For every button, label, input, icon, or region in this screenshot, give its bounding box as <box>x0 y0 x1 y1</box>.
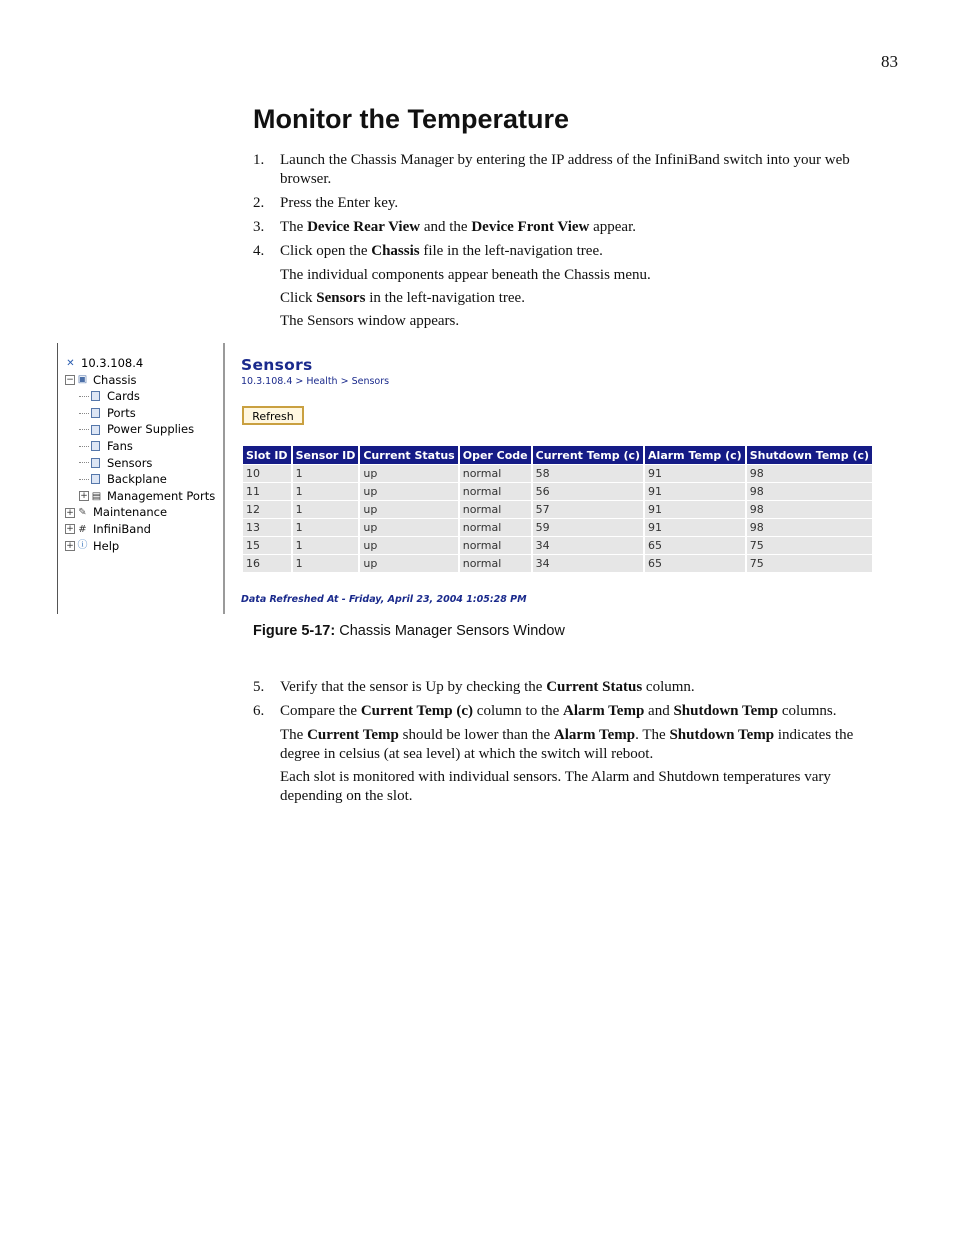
page-number: 83 <box>881 52 898 71</box>
table-cell: 34 <box>533 537 643 554</box>
table-row <box>243 555 872 572</box>
step-4-note-2: Click Sensors in the left-navigation tree. <box>280 290 525 306</box>
document-icon <box>91 425 100 435</box>
table-cell: 1 <box>293 501 359 518</box>
document-icon <box>91 391 100 401</box>
table-cell: 75 <box>747 537 872 554</box>
table-cell: 91 <box>645 519 745 536</box>
navigation-tree <box>65 355 215 554</box>
expand-icon[interactable]: + <box>66 507 74 518</box>
table-row <box>243 537 872 554</box>
table-cell: 11 <box>243 483 291 500</box>
table-cell: normal <box>460 519 531 536</box>
expand-icon[interactable]: + <box>66 524 74 535</box>
tree-item-sensors[interactable]: Sensors <box>65 455 215 472</box>
document-icon <box>91 474 100 484</box>
table-cell: normal <box>460 465 531 482</box>
table-cell: normal <box>460 537 531 554</box>
table-cell: up <box>360 501 457 518</box>
column-header[interactable]: Shutdown Temp (c) <box>747 446 872 464</box>
table-cell: up <box>360 483 457 500</box>
table-cell: 1 <box>293 465 359 482</box>
wrench-icon: ✎ <box>78 507 87 519</box>
breadcrumb[interactable]: 10.3.108.4 > Health > Sensors <box>241 376 390 387</box>
table-cell: up <box>360 465 457 482</box>
table-row <box>243 501 872 518</box>
sensors-table <box>241 445 874 573</box>
step-6-note-2: Each slot is monitored with individual sensors. The Alarm and Shutdown temperatures vary depending on the slot. <box>280 769 831 804</box>
table-cell: up <box>360 519 457 536</box>
tree-item-fans[interactable]: Fans <box>65 438 215 455</box>
column-header[interactable]: Current Status <box>360 446 457 464</box>
tree-item-ports[interactable]: Ports <box>65 405 215 422</box>
table-cell: up <box>360 555 457 572</box>
tree-item-maintenance[interactable]: + ✎ Maintenance <box>66 505 168 520</box>
table-row <box>243 483 872 500</box>
step-4-note-3: The Sensors window appears. <box>280 313 460 329</box>
table-cell: 1 <box>293 537 359 554</box>
chassis-icon: ▣ <box>77 374 88 386</box>
table-cell: 65 <box>645 537 745 554</box>
table-cell: 58 <box>533 465 643 482</box>
refresh-button[interactable]: Refresh <box>242 406 304 425</box>
pane-divider[interactable] <box>223 343 225 614</box>
column-header[interactable]: Current Temp (c) <box>533 446 643 464</box>
table-cell: normal <box>460 555 531 572</box>
tree-root[interactable]: ✕ 10.3.108.4 <box>66 356 144 370</box>
table-cell: 1 <box>293 555 359 572</box>
table-row <box>243 519 872 536</box>
table-cell: 98 <box>747 483 872 500</box>
table-cell: normal <box>460 501 531 518</box>
tree-item-help[interactable]: + ⓘ Help <box>66 538 120 553</box>
table-cell: 65 <box>645 555 745 572</box>
document-icon <box>91 441 100 451</box>
figure-caption: Figure 5-17: Chassis Manager Sensors Window <box>253 623 565 639</box>
tree-item-infiniband[interactable]: + # InfiniBand <box>66 521 151 536</box>
server-icon: ▤ <box>91 490 102 502</box>
step-6: 6. Compare the Current Temp (c) column to the Alarm Temp and Shutdown Temp columns. <box>253 703 837 719</box>
expand-icon[interactable]: + <box>66 540 74 551</box>
step-4-note-1: The individual components appear beneath the Chassis menu. <box>280 267 651 283</box>
document-icon <box>91 458 100 468</box>
step-2: 2. Press the Enter key. <box>253 195 399 211</box>
tree-item-chassis[interactable]: − ▣ Chassis <box>66 372 137 387</box>
collapse-icon[interactable]: − <box>66 374 74 385</box>
steps-list-2 <box>253 678 893 810</box>
table-cell: 98 <box>747 519 872 536</box>
step-4: 4. Click open the Chassis file in the left-navigation tree. <box>253 243 603 259</box>
steps-list-1 <box>253 151 893 335</box>
step-5: 5. Verify that the sensor is Up by checking the Current Status column. <box>253 679 695 695</box>
expand-icon[interactable]: + <box>80 491 88 502</box>
tree-item-backplane[interactable]: Backplane <box>65 471 215 488</box>
network-switch-icon: ✕ <box>66 357 75 369</box>
column-header[interactable]: Sensor ID <box>293 446 359 464</box>
column-header[interactable]: Oper Code <box>460 446 531 464</box>
step-1: 1. Launch the Chassis Manager by entering the IP address of the InfiniBand switch into your web browser. <box>253 152 850 187</box>
table-cell: 12 <box>243 501 291 518</box>
table-cell: 98 <box>747 501 872 518</box>
table-cell: 10 <box>243 465 291 482</box>
tree-item-management-ports[interactable]: + ▤ Management Ports <box>80 488 216 503</box>
table-cell: 57 <box>533 501 643 518</box>
document-icon <box>91 408 100 418</box>
table-cell: normal <box>460 483 531 500</box>
table-header-row <box>243 446 872 464</box>
table-cell: 56 <box>533 483 643 500</box>
table-cell: 91 <box>645 483 745 500</box>
column-header[interactable]: Slot ID <box>243 446 291 464</box>
sensors-window-screenshot <box>57 343 870 615</box>
table-cell: 34 <box>533 555 643 572</box>
table-cell: 1 <box>293 519 359 536</box>
frame-edge <box>57 343 58 614</box>
table-cell: 13 <box>243 519 291 536</box>
table-cell: 91 <box>645 501 745 518</box>
step-3: 3. The Device Rear View and the Device Front View appear. <box>253 219 636 235</box>
table-cell: 98 <box>747 465 872 482</box>
table-row <box>243 465 872 482</box>
info-icon: ⓘ <box>77 540 88 552</box>
table-cell: 91 <box>645 465 745 482</box>
page-title: Monitor the Temperature <box>253 104 570 134</box>
step-6-note-1: The Current Temp should be lower than the Alarm Temp. The Shutdown Temp indicates the degree in celsius (at sea level) at which the switch will reboot. <box>280 727 854 762</box>
table-cell: 16 <box>243 555 291 572</box>
tree-item-cards[interactable]: Cards <box>65 388 215 405</box>
data-refreshed-timestamp: Data Refreshed At - Friday, April 23, 2004 1:05:28 PM <box>241 594 527 605</box>
column-header[interactable]: Alarm Temp (c) <box>645 446 745 464</box>
table-cell: 75 <box>747 555 872 572</box>
sensors-heading: Sensors <box>241 356 313 374</box>
table-cell: 15 <box>243 537 291 554</box>
table-cell: 59 <box>533 519 643 536</box>
table-cell: up <box>360 537 457 554</box>
grid-icon: # <box>78 523 87 535</box>
tree-item-power-supplies[interactable]: Power Supplies <box>65 421 215 438</box>
table-cell: 1 <box>293 483 359 500</box>
